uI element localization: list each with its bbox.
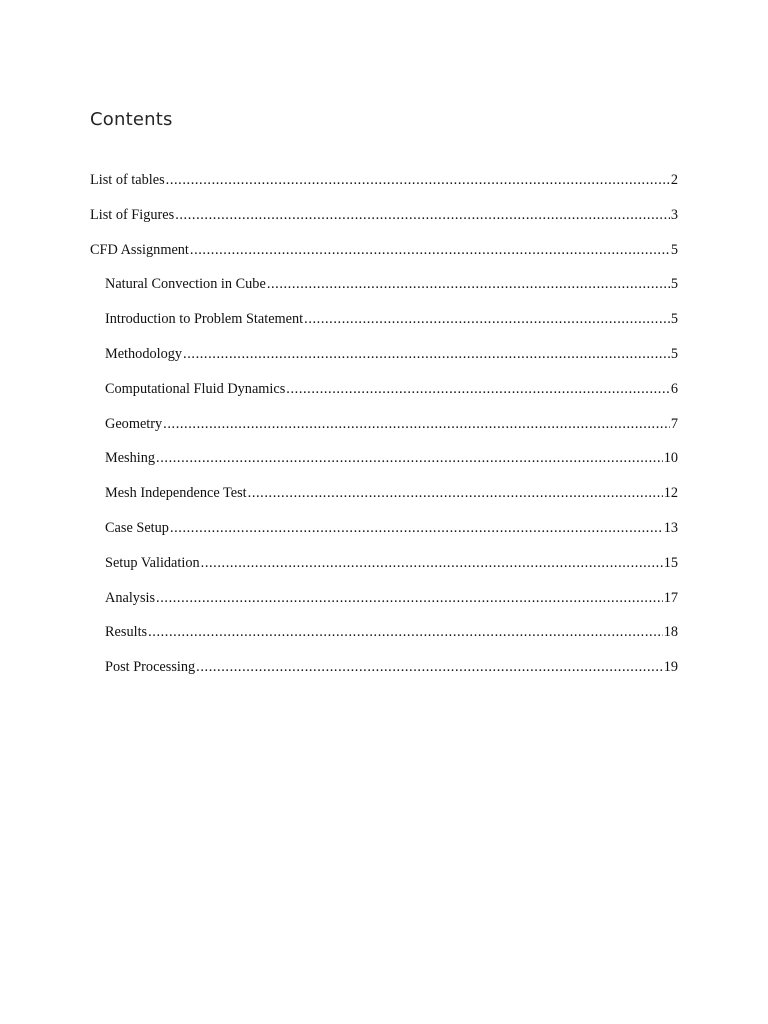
toc-entry-title: Analysis: [105, 589, 156, 606]
toc-entry-title: Post Processing: [105, 659, 196, 676]
toc-dot-leader: [166, 172, 670, 189]
toc-entry-page-number: 15: [663, 554, 678, 571]
table-of-contents: [90, 172, 678, 694]
toc-entry-page-number: 5: [670, 345, 678, 362]
toc-heading: Contents: [90, 109, 173, 130]
toc-dot-leader: [170, 520, 663, 537]
toc-entry-title: Introduction to Problem Statement: [105, 311, 304, 328]
toc-entry-title: Computational Fluid Dynamics: [105, 380, 286, 397]
toc-entry-title: Meshing: [105, 450, 156, 467]
toc-dot-leader: [163, 416, 670, 433]
toc-entry-page-number: 12: [663, 485, 678, 502]
toc-entry[interactable]: [90, 485, 678, 520]
toc-entry-title: Results: [105, 624, 148, 641]
toc-entry-page-number: 13: [663, 519, 678, 536]
toc-entry-page-number: 3: [670, 206, 678, 223]
toc-entry[interactable]: [90, 242, 678, 277]
toc-entry[interactable]: [90, 311, 678, 346]
toc-entry[interactable]: [90, 416, 678, 451]
toc-entry-title: Mesh Independence Test: [105, 485, 247, 502]
toc-dot-leader: [248, 485, 663, 502]
toc-entry-title: List of tables: [90, 172, 165, 188]
toc-entry[interactable]: [90, 590, 678, 625]
toc-dot-leader: [267, 276, 670, 293]
toc-entry[interactable]: [90, 207, 678, 242]
toc-entry-page-number: 7: [670, 415, 678, 432]
toc-entry-page-number: 2: [670, 172, 678, 188]
toc-dot-leader: [196, 659, 663, 676]
toc-dot-leader: [156, 590, 663, 607]
toc-entry[interactable]: [90, 450, 678, 485]
toc-entry-page-number: 19: [663, 659, 678, 676]
toc-entry[interactable]: [90, 659, 678, 694]
toc-dot-leader: [183, 346, 670, 363]
toc-entry-page-number: 17: [663, 589, 678, 606]
toc-entry[interactable]: [90, 555, 678, 590]
toc-entry-title: Natural Convection in Cube: [105, 276, 266, 293]
toc-entry[interactable]: [90, 276, 678, 311]
toc-entry-title: CFD Assignment: [90, 241, 189, 258]
toc-entry[interactable]: [90, 520, 678, 555]
toc-entry-title: Setup Validation: [105, 554, 200, 571]
toc-dot-leader: [175, 207, 670, 224]
toc-dot-leader: [190, 242, 670, 259]
toc-entry-title: List of Figures: [90, 206, 175, 223]
toc-entry-page-number: 5: [670, 241, 678, 258]
toc-entry[interactable]: [90, 381, 678, 416]
toc-dot-leader: [156, 450, 663, 467]
toc-entry-page-number: 5: [670, 276, 678, 293]
toc-dot-leader: [304, 311, 670, 328]
toc-entry-title: Geometry: [105, 415, 163, 432]
toc-dot-leader: [286, 381, 670, 398]
toc-entry[interactable]: [90, 346, 678, 381]
toc-entry[interactable]: [90, 172, 678, 207]
toc-dot-leader: [148, 624, 663, 641]
toc-entry-page-number: 10: [663, 450, 678, 467]
toc-entry[interactable]: [90, 624, 678, 659]
toc-entry-page-number: 6: [670, 380, 678, 397]
toc-entry-page-number: 5: [670, 311, 678, 328]
toc-entry-page-number: 18: [663, 624, 678, 641]
toc-entry-title: Case Setup: [105, 519, 169, 536]
toc-dot-leader: [201, 555, 663, 572]
toc-entry-title: Methodology: [105, 345, 183, 362]
